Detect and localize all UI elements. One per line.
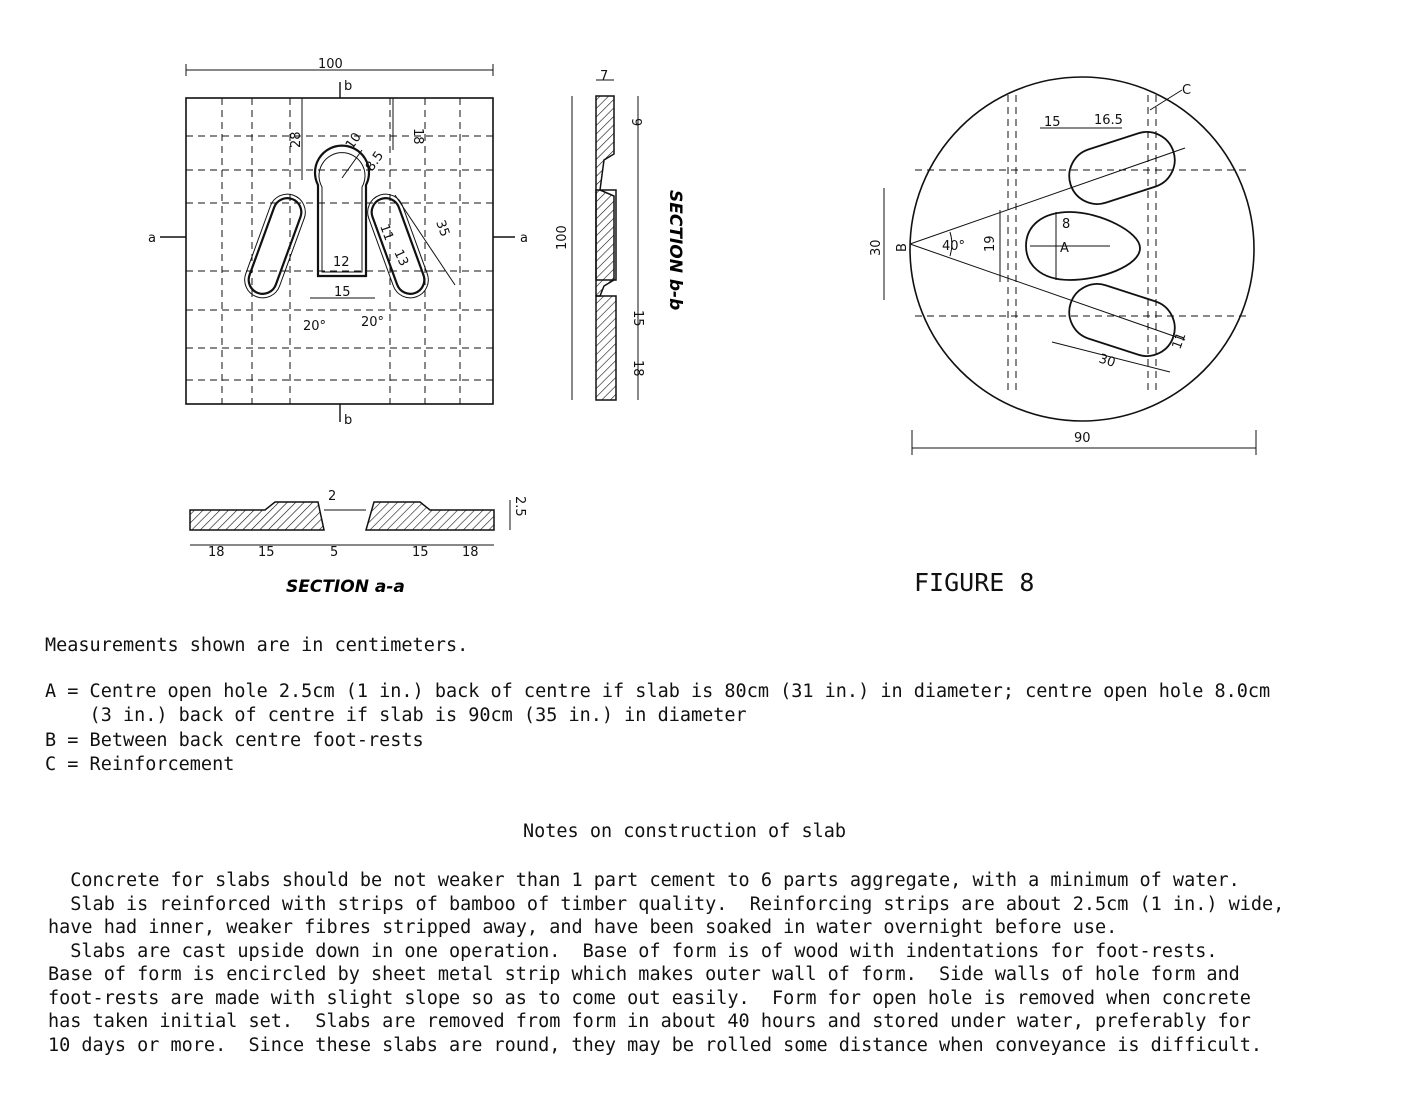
dim-11-round: 11 <box>1169 330 1190 352</box>
dim-foot-11: 11 <box>376 222 396 243</box>
dim-a-5: 5 <box>330 545 339 560</box>
notes-line: have had inner, weaker fibres stripped away, and have been soaked in water overnight before use. <box>48 917 1118 938</box>
dim-a-18-left: 18 <box>208 545 225 560</box>
dim-angle-left: 20° <box>303 319 327 334</box>
notes-heading: Notes on construction of slab <box>523 821 847 842</box>
dim-18-b: 18 <box>630 360 645 377</box>
dim-a-15-right: 15 <box>412 545 429 560</box>
dim-9: 9 <box>628 118 643 127</box>
section-a-right-part <box>366 502 494 530</box>
marker-a-left: a <box>148 231 156 246</box>
notes-line: Slabs are cast upside down in one operation. Base of form is of wood with indentations for foot-rests. <box>48 941 1218 962</box>
round-slab-plan <box>884 77 1256 455</box>
dim-r85: 8.5 <box>362 148 388 175</box>
notes-line: Base of form is encircled by sheet metal strip which makes outer wall of form. Side walls of hole form and <box>48 964 1240 985</box>
dim-15-round: 15 <box>1044 115 1061 130</box>
legend-C: C = Reinforcement <box>45 754 235 775</box>
round-foot-rest-upper <box>1062 125 1182 212</box>
round-foot-rest-lower <box>1062 277 1182 364</box>
section-a-a <box>190 500 510 545</box>
notes-line: Slab is reinforced with strips of bamboo of timber quality. Reinforcing strips are about 2.5cm (1 in.) wide, <box>48 894 1285 915</box>
section-b-b-label: SECTION b-b <box>665 190 685 311</box>
dim-foot-35: 35 <box>432 218 452 239</box>
dim-8: 8 <box>1062 217 1071 232</box>
section-a-dims <box>208 489 527 597</box>
dim-angle-right: 20° <box>361 315 385 330</box>
round-slab-dims <box>869 83 1191 446</box>
dim-a-2: 2 <box>328 489 337 504</box>
dim-16-5: 16.5 <box>1094 113 1123 128</box>
dim-30-left: 30 <box>869 239 884 256</box>
dim-100-vertical: 100 <box>555 225 570 250</box>
marker-b-bottom: b <box>344 413 353 428</box>
notes-line: 10 days or more. Since these slabs are round, they may be rolled some distance when conveyance is difficult. <box>48 1035 1263 1056</box>
legend-A-line1: A = Centre open hole 2.5cm (1 in.) back of centre if slab is 80cm (31 in.) in diameter; centre open hole 8.0cm <box>45 681 1271 702</box>
dim-width-100: 100 <box>318 57 343 72</box>
foot-rest-right <box>363 189 434 303</box>
dim-15-b: 15 <box>630 310 645 327</box>
section-b-dims <box>555 69 685 377</box>
dim-diameter-90: 90 <box>1074 431 1091 446</box>
notes-line: foot-rests are made with slight slope so as to come out easily. Form for open hole is removed when concrete <box>48 988 1251 1009</box>
dim-a-18-right: 18 <box>462 545 479 560</box>
section-b-top-part <box>596 96 614 296</box>
figure-label: FIGURE 8 <box>914 568 1035 597</box>
dim-19: 19 <box>983 235 998 252</box>
square-slab-plan <box>160 64 515 422</box>
square-slab-dims <box>148 57 528 428</box>
dim-r10: 10 <box>342 130 365 153</box>
marker-b-top: b <box>344 79 353 94</box>
dim-28: 28 <box>289 131 304 148</box>
notes-line: has taken initial set. Slabs are removed from form in about 40 hours and stored under water, preferably for <box>48 1011 1251 1032</box>
dim-foot-13: 13 <box>390 247 411 269</box>
notes-line: Concrete for slabs should be not weaker than 1 part cement to 6 parts aggregate, with a minimum of water. <box>48 870 1240 891</box>
label-A: A <box>1060 241 1069 256</box>
dim-a-15-left: 15 <box>258 545 275 560</box>
reinforcement-grid <box>186 98 493 404</box>
section-b-bottom-part <box>596 296 616 400</box>
dim-7: 7 <box>600 69 609 84</box>
dim-18-top: 18 <box>410 128 425 145</box>
label-B: B <box>895 243 910 252</box>
section-b-b <box>572 80 638 400</box>
slab-outline <box>186 98 493 404</box>
marker-a-right: a <box>520 231 528 246</box>
foot-rest-left <box>240 189 311 303</box>
dim-a-2-5: 2.5 <box>512 496 527 517</box>
dim-30-foot: 30 <box>1096 351 1118 371</box>
dim-slot-15: 15 <box>334 285 351 300</box>
units-note: Measurements shown are in centimeters. <box>45 635 469 656</box>
label-C: C <box>1182 83 1192 98</box>
dim-angle-40: 40° <box>942 239 966 254</box>
section-a-a-label: SECTION a-a <box>286 577 405 597</box>
section-a-left-part <box>190 502 324 530</box>
legend-A-line2: (3 in.) back of centre if slab is 90cm (35 in.) in diameter <box>45 705 747 726</box>
legend-B: B = Between back centre foot-rests <box>45 730 424 751</box>
dim-slot-12: 12 <box>333 255 350 270</box>
